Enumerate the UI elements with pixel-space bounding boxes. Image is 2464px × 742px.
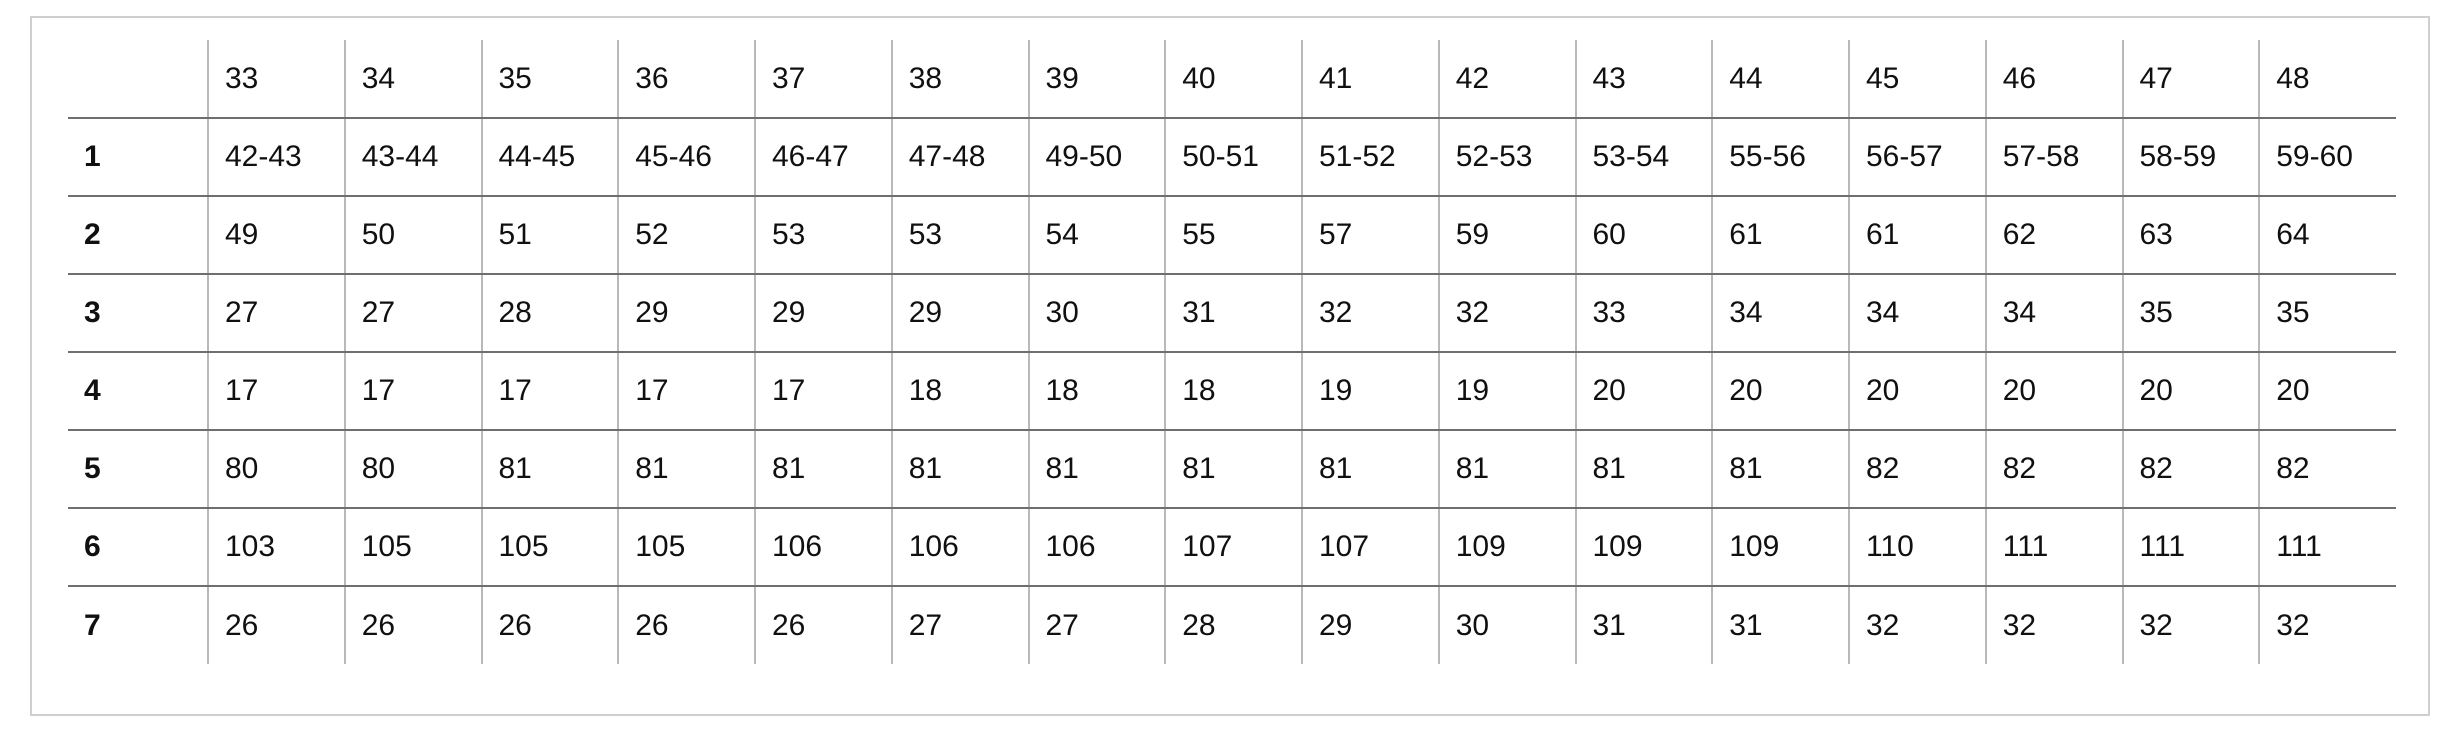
table-cell: 32: [1439, 274, 1576, 352]
table-cell: 107: [1302, 508, 1439, 586]
table-cell: 109: [1576, 508, 1713, 586]
column-header: 41: [1302, 40, 1439, 118]
table-cell: 32: [1302, 274, 1439, 352]
table-cell: 28: [1165, 586, 1302, 664]
table-cell: 34: [1712, 274, 1849, 352]
table-cell: 80: [208, 430, 345, 508]
table-cell: 35: [2259, 274, 2396, 352]
row-header: 7: [84, 608, 101, 642]
table-cell: 103: [208, 508, 345, 586]
table-cell: 44-45: [482, 118, 619, 196]
column-header: 38: [892, 40, 1029, 118]
table-body: [68, 118, 2396, 664]
table-cell: 106: [1029, 508, 1166, 586]
table-cell: 80: [345, 430, 482, 508]
row-header: 5: [68, 430, 208, 508]
table-cell: 18: [892, 352, 1029, 430]
table-cell: 53-54: [1576, 118, 1713, 196]
table-cell: 81: [755, 430, 892, 508]
row-header: 3: [68, 274, 208, 352]
table-cell: 29: [892, 274, 1029, 352]
table-cell: 43-44: [345, 118, 482, 196]
table-cell: 81: [1576, 430, 1713, 508]
column-header: 36: [618, 40, 755, 118]
table-cell: 61: [1712, 196, 1849, 274]
table-cell: 81: [618, 430, 755, 508]
table-row: [68, 196, 2396, 274]
table-cell: 50-51: [1165, 118, 1302, 196]
table-cell: 19: [1439, 352, 1576, 430]
data-table: [68, 40, 2396, 664]
table-cell: 58-59: [2123, 118, 2260, 196]
table-cell: 49: [208, 196, 345, 274]
table-cell: 81: [482, 430, 619, 508]
table-cell: 45-46: [618, 118, 755, 196]
table-cell: 42-43: [208, 118, 345, 196]
table-cell: 53: [755, 196, 892, 274]
column-header: 40: [1165, 40, 1302, 118]
table-cell: 105: [618, 508, 755, 586]
table-cell: 20: [1576, 352, 1713, 430]
table-cell: 29: [1302, 586, 1439, 664]
column-header: 43: [1576, 40, 1713, 118]
table-cell: 81: [1029, 430, 1166, 508]
table-cell: 105: [482, 508, 619, 586]
table-cell: 53: [892, 196, 1029, 274]
table-cell: 28: [482, 274, 619, 352]
table-cell: 18: [1029, 352, 1166, 430]
table-cell: 59: [1439, 196, 1576, 274]
table-cell: 82: [1849, 430, 1986, 508]
table-row: [68, 430, 2396, 508]
table-cell: 17: [345, 352, 482, 430]
column-header: 34: [345, 40, 482, 118]
table-cell: 81: [1165, 430, 1302, 508]
table-cell: 17: [482, 352, 619, 430]
table-cell: 31: [1712, 586, 1849, 664]
table-cell: 109: [1712, 508, 1849, 586]
table-cell: 56-57: [1849, 118, 1986, 196]
table-cell: 51: [482, 196, 619, 274]
table-cell: 27: [208, 274, 345, 352]
table-cell: 27: [892, 586, 1029, 664]
table-cell: 34: [1986, 274, 2123, 352]
column-header: 42: [1439, 40, 1576, 118]
table-cell: 33: [1576, 274, 1713, 352]
table-cell: 111: [2259, 508, 2396, 586]
table-row: [68, 586, 2396, 664]
table-cell: 18: [1165, 352, 1302, 430]
table-cell: 82: [2259, 430, 2396, 508]
table-cell: 82: [2123, 430, 2260, 508]
row-header: 6: [68, 508, 208, 586]
table-cell: 55-56: [1712, 118, 1849, 196]
table-cell: 81: [892, 430, 1029, 508]
table-cell: 26: [482, 586, 619, 664]
table-cell: 50: [345, 196, 482, 274]
table-cell: 81: [1712, 430, 1849, 508]
page-frame: [30, 16, 2430, 716]
table-cell: 105: [345, 508, 482, 586]
header-row: [68, 40, 2396, 118]
table-cell: 20: [1849, 352, 1986, 430]
table-cell: 63: [2123, 196, 2260, 274]
table-cell: 19: [1302, 352, 1439, 430]
table-cell: 29: [618, 274, 755, 352]
table-cell: 82: [1986, 430, 2123, 508]
column-header: 33: [208, 40, 345, 118]
table-cell: 54: [1029, 196, 1166, 274]
table-cell: 30: [1439, 586, 1576, 664]
table-cell: 106: [892, 508, 1029, 586]
table-cell: 52-53: [1439, 118, 1576, 196]
table-cell: 26: [618, 586, 755, 664]
table-cell: 20: [2259, 352, 2396, 430]
table-cell: 64: [2259, 196, 2396, 274]
table-cell: 26: [345, 586, 482, 664]
table-row: [68, 274, 2396, 352]
table-cell: 29: [755, 274, 892, 352]
column-header: 46: [1986, 40, 2123, 118]
table-cell: 60: [1576, 196, 1713, 274]
table-row: [68, 352, 2396, 430]
table-cell: 106: [755, 508, 892, 586]
table-cell: 109: [1439, 508, 1576, 586]
table-cell: 32: [2259, 586, 2396, 664]
table-cell: 32: [1986, 586, 2123, 664]
table-cell: 55: [1165, 196, 1302, 274]
column-header: 35: [482, 40, 619, 118]
table-cell: 81: [1302, 430, 1439, 508]
table-cell: 51-52: [1302, 118, 1439, 196]
table-cell: 49-50: [1029, 118, 1166, 196]
table-cell: 52: [618, 196, 755, 274]
table-cell: 35: [2123, 274, 2260, 352]
row-header: 1: [68, 118, 208, 196]
table-cell: 111: [2123, 508, 2260, 586]
table-cell: 32: [2123, 586, 2260, 664]
table-cell: 107: [1165, 508, 1302, 586]
column-header: 45: [1849, 40, 1986, 118]
table-cell: 31: [1576, 586, 1713, 664]
table-cell: 46-47: [755, 118, 892, 196]
column-header: 48: [2259, 40, 2396, 118]
table-cell: 17: [618, 352, 755, 430]
table-row: [68, 118, 2396, 196]
column-header: 37: [755, 40, 892, 118]
table-cell: 34: [1849, 274, 1986, 352]
corner-cell: [68, 40, 208, 118]
table-row: [68, 508, 2396, 586]
table-cell: 20: [2123, 352, 2260, 430]
table-cell: 31: [1165, 274, 1302, 352]
table-cell: 17: [208, 352, 345, 430]
column-header: 39: [1029, 40, 1166, 118]
table-cell: 111: [1986, 508, 2123, 586]
column-header: 47: [2123, 40, 2260, 118]
data-table-container: [68, 40, 2396, 664]
table-cell: 47-48: [892, 118, 1029, 196]
table-cell: 20: [1986, 352, 2123, 430]
table-cell: 26: [208, 586, 345, 664]
table-cell: 110: [1849, 508, 1986, 586]
column-header: 44: [1712, 40, 1849, 118]
table-cell: 59-60: [2259, 118, 2396, 196]
table-cell: 62: [1986, 196, 2123, 274]
table-header: [68, 40, 2396, 118]
row-header: 2: [68, 196, 208, 274]
table-cell: 27: [1029, 586, 1166, 664]
table-cell: 57-58: [1986, 118, 2123, 196]
row-header: 4: [68, 352, 208, 430]
table-cell: 17: [755, 352, 892, 430]
table-cell: 81: [1439, 430, 1576, 508]
table-cell: 61: [1849, 196, 1986, 274]
table-cell: 27: [345, 274, 482, 352]
table-cell: 20: [1712, 352, 1849, 430]
table-cell: 57: [1302, 196, 1439, 274]
table-cell: 30: [1029, 274, 1166, 352]
table-cell: 32: [1849, 586, 1986, 664]
table-cell: 26: [755, 586, 892, 664]
